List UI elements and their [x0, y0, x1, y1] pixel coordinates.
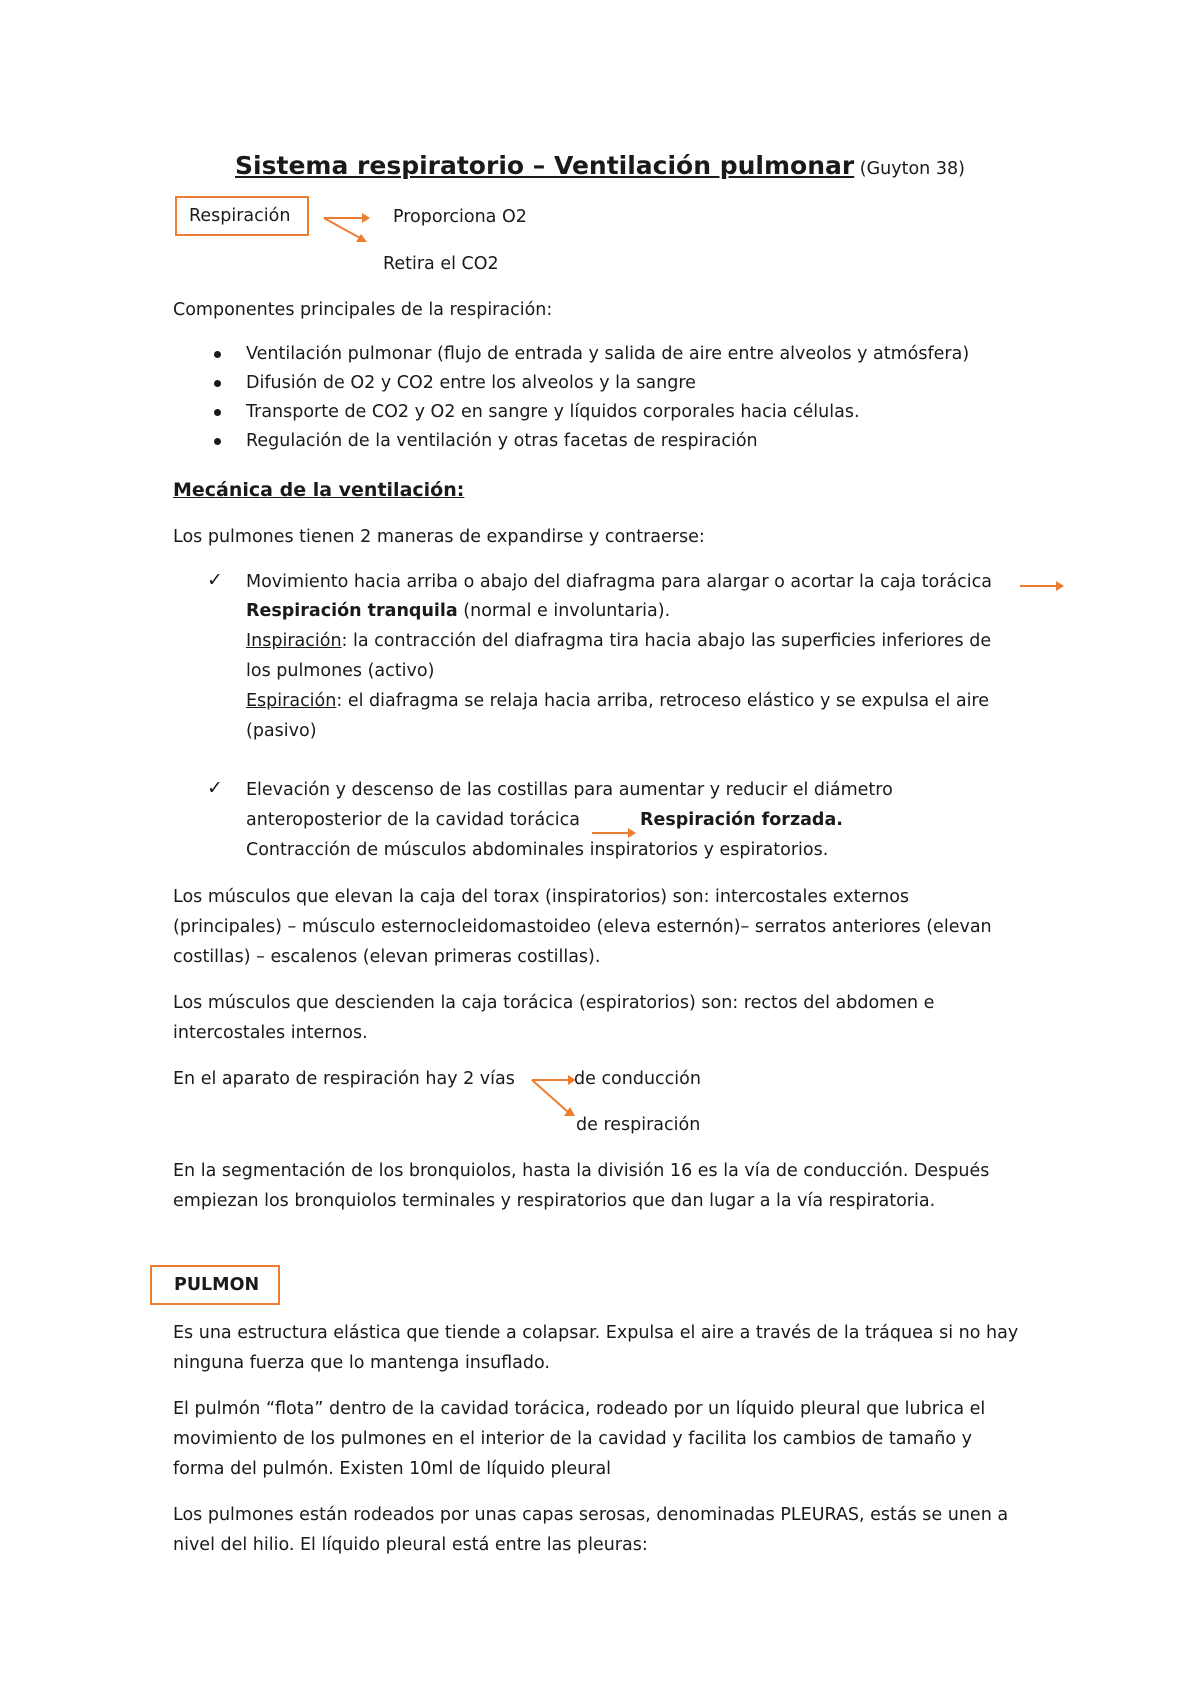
espiracion-line	[246, 690, 989, 712]
pulmon-p3-line: nivel del hilio. El líquido pleural está entre las pleuras:	[173, 1535, 648, 1555]
pulmon-p1-line: ninguna fuerza que lo mantenga insuflado.	[173, 1353, 550, 1373]
mecanica-item2-line1: Elevación y descenso de las costillas para aumentar y reducir el diámetro	[246, 780, 893, 800]
bullet-icon	[214, 380, 221, 387]
componente-item: Regulación de la ventilación y otras facetas de respiración	[246, 431, 758, 451]
inspiracion-line2: los pulmones (activo)	[246, 661, 435, 681]
musculos-p2-line: intercostales internos.	[173, 1023, 368, 1043]
arrow-vias-icon	[530, 1070, 580, 1120]
bullet-icon	[214, 438, 221, 445]
pulmon-p2-line: movimiento de los pulmones en el interior de la cavidad y facilita los cambios de tamaño y	[173, 1429, 972, 1449]
componente-item: Difusión de O2 y CO2 entre los alveolos y la sangre	[246, 373, 696, 393]
respiracion-label: Respiración	[189, 206, 291, 226]
respiracion-box	[175, 196, 309, 236]
title-main: Sistema respiratorio – Ventilación pulmonar	[235, 151, 855, 180]
arrow-right-icon	[1018, 578, 1068, 594]
musculos-p1-line: Los músculos que elevan la caja del torax (inspiratorios) son: intercostales externos	[173, 887, 910, 907]
mecanica-item2-line2: anteroposterior de la cavidad torácica	[246, 810, 581, 830]
vias-text: En el aparato de respiración hay 2 vías	[173, 1069, 515, 1089]
segmentacion-line: empiezan los bronquiolos terminales y respiratorios que dan lugar a la vía respiratoria.	[173, 1191, 936, 1211]
section-heading-mecanica: Mecánica de la ventilación:	[173, 479, 465, 501]
componentes-intro: Componentes principales de la respiración:	[173, 300, 553, 320]
musculos-p1-line: (principales) – músculo esternocleidomastoideo (eleva esternón)– serratos anteriores (elevan	[173, 917, 992, 937]
via-respiracion: de respiración	[576, 1115, 701, 1135]
pulmon-label: PULMON	[174, 1275, 260, 1295]
inspiracion-line	[246, 630, 991, 652]
espiracion-text: : el diafragma se relaja hacia arriba, retroceso elástico y se expulsa el aire	[336, 691, 990, 711]
checkmark-icon: ✓	[207, 777, 223, 799]
branch-proporciona: Proporciona O2	[393, 207, 527, 227]
branch-retira: Retira el CO2	[383, 254, 499, 274]
bullet-icon	[214, 409, 221, 416]
via-conduccion: de conducción	[574, 1069, 701, 1089]
respiracion-forzada: Respiración forzada.	[640, 810, 843, 830]
componente-item: Ventilación pulmonar (flujo de entrada y salida de aire entre alveolos y atmósfera)	[246, 344, 970, 364]
respiracion-tranquila-desc: (normal e involuntaria).	[457, 601, 671, 621]
segmentacion-line: En la segmentación de los bronquiolos, hasta la división 16 es la vía de conducción. Después	[173, 1161, 990, 1181]
componente-item: Transporte de CO2 y O2 en sangre y líquidos corporales hacia células.	[246, 402, 860, 422]
pulmon-p3-line: Los pulmones están rodeados por unas capas serosas, denominadas PLEURAS, estás se unen a	[173, 1505, 1009, 1525]
respiracion-tranquila: Respiración tranquila	[246, 601, 458, 621]
inspiracion-label: Inspiración	[246, 631, 342, 651]
pulmon-p2-line: El pulmón “flota” dentro de la cavidad torácica, rodeado por un líquido pleural que lubrica el	[173, 1399, 986, 1419]
mecanica-item1-line1: Movimiento hacia arriba o abajo del diafragma para alargar o acortar la caja torácica	[246, 572, 992, 592]
mecanica-item1-line2	[246, 600, 670, 622]
page-title	[0, 150, 1200, 185]
musculos-p1-line: costillas) – escalenos (elevan primeras costillas).	[173, 947, 601, 967]
title-reference: (Guyton 38)	[854, 159, 965, 179]
arrow-proporciona-icon	[322, 208, 372, 248]
pulmon-p2-line: forma del pulmón. Existen 10ml de líquido pleural	[173, 1459, 612, 1479]
checkmark-icon: ✓	[207, 569, 223, 591]
mecanica-intro: Los pulmones tienen 2 maneras de expandirse y contraerse:	[173, 527, 705, 547]
mecanica-item2-line3: Contracción de músculos abdominales inspiratorios y espiratorios.	[246, 840, 829, 860]
inspiracion-text: : la contracción del diafragma tira hacia abajo las superficies inferiores de	[341, 631, 992, 651]
musculos-p2-line: Los músculos que descienden la caja torácica (espiratorios) son: rectos del abdomen e	[173, 993, 935, 1013]
pulmon-p1-line: Es una estructura elástica que tiende a colapsar. Expulsa el aire a través de la tráquea si no hay	[173, 1323, 1019, 1343]
espiracion-label: Espiración	[246, 691, 337, 711]
bullet-icon	[214, 351, 221, 358]
pulmon-box	[150, 1265, 280, 1305]
espiracion-line2: (pasivo)	[246, 721, 317, 741]
